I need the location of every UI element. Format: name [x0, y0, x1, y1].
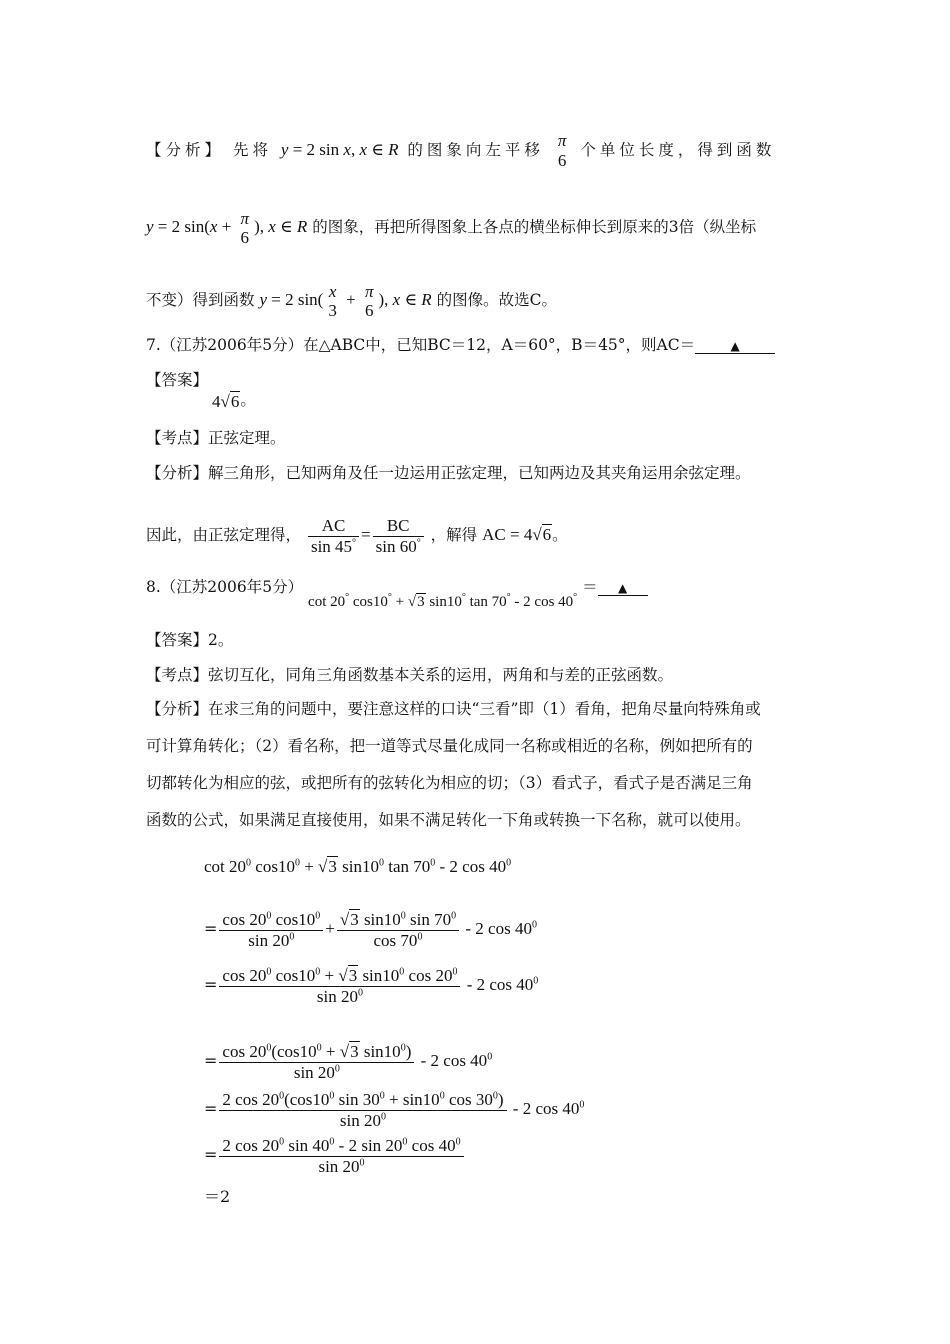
q7-point: 【考点】正弦定理。: [146, 429, 286, 447]
q8-analysis-3: 切都转化为相应的弦，或把所有的弦转化为相应的切；（3）看式子，看式子是否满足三角: [146, 774, 753, 792]
derivation-result: ＝2: [204, 1187, 231, 1206]
analysis-prev-line-2: y = 2 sin(x + π 6 ), x ∈ R 的图象，再把所得图象上各点的横坐标伸长到原来的3倍（纵坐标: [146, 208, 757, 248]
formula-stretched: y = 2 sin( x 3 + π 6 ), x ∈ R: [259, 281, 432, 321]
q8-stem: 8.（江苏2006年5分） cot 20° cos10° + √3 sin10° tan 70° - 2 cos 40° ＝ ▲: [146, 574, 806, 608]
result-formula: AC = 4√6: [482, 525, 552, 544]
answer-formula: 4√6: [212, 392, 240, 411]
q8-analysis-2: 可计算角转化；（2）看名称，把一道等式尽量化成同一名称或相近的名称，例如把所有的: [146, 737, 753, 755]
answer-label: 【答案】: [146, 371, 209, 389]
analysis-prev-line-3: 不变）得到函数 y = 2 sin( x 3 + π 6 ), x ∈ R 的图像。故选C。: [146, 281, 557, 321]
derivation-step-5: = $\frac{2 \cos 20^0 \sin 40^0 - 2 \sin 20^0 \cos 40^0}{\sin 20^0}$: [204, 1136, 466, 1176]
answer-blank: ▲: [695, 339, 775, 354]
analysis-label: 【分析】: [146, 141, 225, 159]
q7-analysis: 【分析】解三角形，已知两角及任一边运用正弦定理，已知两边及其夹角运用余弦定理。: [146, 464, 751, 482]
q8-answer: 【答案】2。: [146, 631, 234, 649]
derivation-step-2: = $\frac{\cos 20^0 \cos 10^0 + √3 \sin 10^0 \cos 20^0}{\sin 20^0}$ - 2 $\cos 40^0$: [204, 966, 539, 1006]
q7-stem: 7.（江苏2006年5分）在△ABC中，已知BC＝12，A＝60°，B＝45°，则AC＝ ▲: [146, 335, 806, 355]
q8-expression: cot 20° cos10° + √3 sin10° tan 70° - 2 cos 40°: [308, 592, 578, 610]
derivation-step-0: $\cot 20^0$ $\cos 10^0 + √3$ $\sin 10^0$ $\tan 70^0 - 2$ $\cos 40^0$: [204, 857, 512, 876]
q8-analysis-4: 函数的公式，如果满足直接使用，如果不满足转化一下角或转换一下名称，就可以使用。: [146, 811, 751, 829]
q8-analysis-1: 【分析】在求三角的问题中，要注意这样的口诀“三看”即（1）看角，把角尽量向特殊角或: [146, 700, 761, 718]
analysis-label: 【分析】: [146, 464, 209, 482]
formula-y-2sinx: y = 2 sin x, x ∈ R: [280, 140, 399, 159]
point-label: 【考点】: [146, 666, 209, 684]
answer-blank: ▲: [598, 581, 648, 596]
analysis-prev-line-1: 【分析】 先将 y = 2 sin x, x ∈ R 的图象向左平移 π 6 个单位长度，得到函数: [146, 131, 776, 170]
q7-answer: 【答案】 4√6。: [146, 371, 256, 411]
sine-rule-formula: $\frac{AC}{\sin 45^\circ}$ = $\frac{BC}{\sin 60^\circ}$: [306, 525, 426, 544]
frac-pi-6: π 6: [557, 131, 567, 170]
point-label: 【考点】: [146, 429, 209, 447]
q8-point: 【考点】弦切互化，同角三角函数基本关系的运用，两角和与差的正弦函数。: [146, 666, 674, 684]
answer-label: 【答案】: [146, 631, 209, 649]
analysis-label: 【分析】: [146, 700, 209, 718]
derivation-step-4: = $\frac{2 \cos 20^0(\cos 10^0 \sin 30^0 + \sin 10^0 \cos 30^0)}{\sin 20^0}$ - 2 $\cos 40^0$: [204, 1090, 585, 1130]
q7-conclusion: 因此，由正弦定理得， $\frac{AC}{\sin 45^\circ}$ = $\frac{BC}{\sin 60^\circ}$ ，解得 AC = 4√6。: [146, 516, 568, 556]
derivation-step-1: = $\frac{\cos 20^0 \cos 10^0}{\sin 20^0}$ + $\frac{√3 \sin 10^0 \sin 70^0}{\cos 70^0}$ - 2 $\cos 40^0$: [204, 910, 537, 950]
derivation-step-3: = $\frac{\cos 20^0(\cos 10^0 + √3 \sin 10^0)}{\sin 20^0}$ - 2 $\cos 40^0$: [204, 1042, 493, 1082]
formula-shifted: y = 2 sin(x + π 6 ), x ∈ R: [146, 208, 308, 248]
